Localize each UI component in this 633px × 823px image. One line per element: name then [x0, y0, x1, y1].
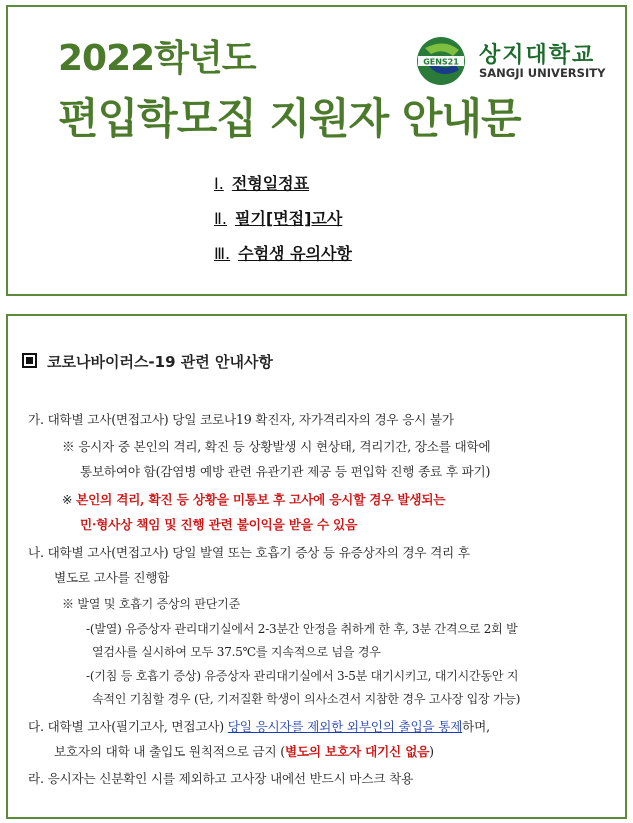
toc-label: 수험생 유의사항	[238, 244, 352, 263]
criteria-fever: -(발열) 유증상자 관리대기실에서 2-3분간 안정을 취하게 한 후, 3분 간격으로 2회 발	[86, 622, 518, 636]
university-emblem-icon	[415, 36, 467, 86]
warning-text: 본인의 격리, 확진 등 상황을 미통보 후 고사에 응시할 경우 발생되는	[76, 492, 446, 507]
criteria-note: ※ 발열 및 호흡기 증상의 판단기준	[62, 597, 240, 611]
da-text-end: 하며,	[462, 719, 490, 734]
notice-item-da-cont	[54, 741, 434, 760]
da-no-waiting-room: 별도의 보호자 대기신 없음	[284, 744, 430, 759]
notice-note: ※ 응시자 중 본인의 격리, 확진 등 상황발생 시 현상태, 격리기간, 장소를 대학에	[62, 439, 491, 454]
title-year: 2022학년도	[58, 38, 256, 79]
toc-item-exam[interactable]	[214, 206, 342, 229]
toc-label: 필기[면접]고사	[234, 209, 343, 228]
criteria-cough-cont: 속적인 기침할 경우 (단, 기저질환 학생이 의사소견서 지참한 경우 고사장 입장 가능)	[92, 692, 521, 706]
toc-number: Ⅲ.	[214, 244, 231, 263]
notice-item-na: 나. 대학별 고사(면접고사) 당일 발열 또는 호흡기 증상 등 유증상자의 경우 격리 후	[28, 545, 470, 560]
toc-item-precautions[interactable]	[214, 241, 352, 264]
toc-label: 전형일정표	[231, 174, 310, 193]
warning-mark: ※	[62, 492, 77, 507]
da-text: 다. 대학별 고사(필기고사, 면접고사)	[28, 719, 228, 734]
warning-text-cont: 민·형사상 책임 및 진행 관련 불이익을 받을 수 있음	[80, 517, 357, 532]
logo-name-ko: 상지대학교	[479, 43, 596, 68]
notice-item-na-cont: 별도로 고사를 진행함	[54, 570, 170, 585]
toc-item-schedule[interactable]	[214, 171, 309, 194]
da-cont-text: 보호자의 대학 내 출입도 원칙적으로 금지 (	[54, 744, 285, 759]
criteria-fever-cont: 열검사를 실시하여 모두 37.5℃를 지속적으로 넘을 경우	[92, 645, 381, 659]
toc-number: Ⅱ.	[214, 209, 227, 228]
section-title	[22, 351, 273, 372]
page-title: 편입학모집 지원자 안내문	[58, 94, 521, 143]
da-cont-end: )	[429, 744, 434, 759]
university-logo	[415, 36, 605, 86]
section-title-text: 코로나바이러스-19 관련 안내사항	[47, 353, 273, 371]
emblem-text: GENS21	[423, 57, 459, 67]
notice-item-ra: 라. 응시자는 신분확인 시를 제외하고 고사장 내에선 반드시 마스크 착용	[28, 771, 414, 786]
logo-name-en: SANGJI UNIVERSITY	[479, 66, 606, 80]
notice-item-ga: 가. 대학별 고사(면접고사) 당일 코로나19 확진자, 자가격리자의 경우 응시 불가	[28, 412, 454, 427]
square-bullet-icon	[22, 353, 37, 368]
notice-note-cont: 통보하여야 함(감염병 예방 관련 유관기관 제공 등 편입학 진행 종료 후 파기)	[80, 464, 491, 479]
da-restriction-link: 당일 응시자를 제외한 외부인의 출입을 통제	[227, 719, 463, 734]
notice-warning	[62, 489, 445, 508]
toc-number: Ⅰ.	[214, 174, 224, 193]
notice-item-da	[28, 716, 490, 735]
criteria-cough: -(기침 등 호흡기 증상) 유증상자 관리대기실에서 3-5분 대기시키고, 대기시간동안 지	[86, 669, 519, 683]
